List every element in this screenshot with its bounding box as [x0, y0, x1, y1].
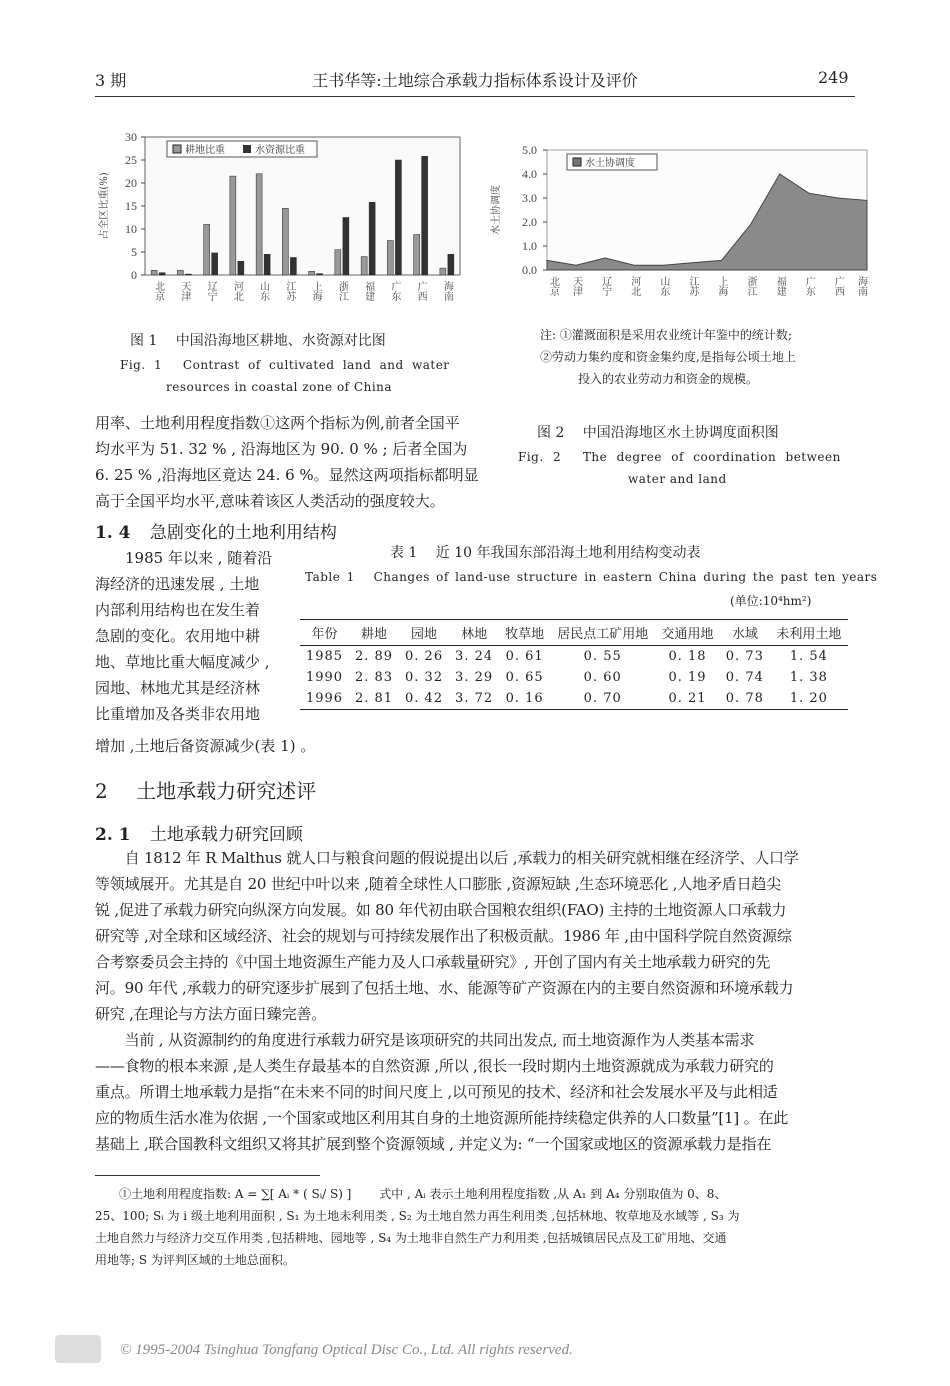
- x-tick-label: 北京: [547, 276, 559, 296]
- text-line: 急剧的变化。农用地中耕: [95, 627, 261, 645]
- figure-2-note-2: ②劳动力集约度和资金集约度,是指每公顷土地上: [540, 350, 796, 364]
- y-tick-label: 0.0: [522, 263, 537, 277]
- table-header-cell: 水域: [720, 620, 770, 646]
- table-cell: 0. 42: [399, 688, 449, 710]
- bar: [151, 270, 157, 275]
- table-cell: 0. 18: [668, 649, 707, 664]
- bar: [212, 253, 218, 275]
- x-tick-label: 浙江: [745, 276, 757, 296]
- x-tick-label: 广东: [388, 281, 400, 301]
- y-axis-label: 水土协调度: [491, 185, 502, 235]
- x-tick-label: 广西: [832, 276, 844, 296]
- figure-1-caption-cn: 图 1 中国沿海地区耕地、水资源对比图: [130, 333, 386, 349]
- bar: [369, 202, 375, 275]
- text-line: 内部利用结构也在发生着: [95, 601, 261, 619]
- table-header-cell: 牧草地: [499, 620, 550, 646]
- x-tick-label: 海南: [441, 281, 453, 301]
- text-line: 用率、土地利用程度指数①这两个指标为例,前者全国平: [95, 414, 460, 432]
- x-tick-label: 河北: [231, 281, 243, 301]
- text-line: 研究 ,在理论与方法方面日臻完善。: [95, 1005, 327, 1023]
- table-cell: 3. 72: [449, 688, 499, 710]
- table-cell: 2. 83: [354, 670, 394, 685]
- table-header-cell: 年份: [300, 620, 349, 646]
- section-1-4-text: [95, 545, 295, 727]
- x-tick-label: 山东: [257, 281, 269, 301]
- left-paragraph: [95, 410, 515, 514]
- table-row: [300, 688, 848, 710]
- paragraph-2-2: [95, 1027, 865, 1157]
- table-cell: 0. 55: [583, 649, 622, 664]
- text-line: 重点。所谓土地承载力是指“在未来不同的时间尺度上 ,以可预见的技术、经济和社会发展水平及与此相适: [95, 1083, 778, 1101]
- section-1-4-last-line: 增加 ,土地后备资源减少(表 1) 。: [95, 737, 316, 755]
- legend: [567, 154, 657, 170]
- y-tick-label: 5.0: [522, 143, 537, 157]
- text-line: ①土地利用程度指数: A = ∑[ Aᵢ * ( Sᵢ/ S) ] 式中 , Aᵢ 表示土地利用程度指数 ,从 A₁ 到 A₄ 分别取值为 0、8、: [95, 1187, 727, 1201]
- x-tick-label: 海南: [855, 276, 867, 296]
- y-tick-label: 3.0: [522, 191, 537, 205]
- text-line: 等领域展开。尤其是自 20 世纪中叶以来 ,随着全球性人口膨胀 ,资源短缺 ,生态环境恶化 ,人地矛盾日趋尖: [95, 875, 781, 893]
- text-line: 均水平为 51. 32 % , 沿海地区为 90. 0 % ; 后者全国为: [95, 440, 468, 458]
- figure-2-chart: [485, 130, 875, 320]
- section-number: 1. 4: [95, 523, 131, 543]
- table-1-title-en: Table 1 Changes of land-use structure in eastern China during the past ten years: [305, 570, 878, 584]
- text-line: 6. 25 % ,沿海地区竟达 24. 6 %。显然这两项指标都明显: [95, 466, 479, 484]
- table-row: [300, 667, 848, 688]
- section-1-4-heading: [95, 518, 337, 543]
- text-line: 河。90 年代 ,承载力的研究逐步扩展到了包括土地、水、能源等矿产资源在内的主要自然资源和环境承载力: [95, 979, 794, 997]
- x-tick-label: 北京: [152, 281, 164, 301]
- figure-2-plot: [489, 143, 868, 297]
- table-cell: 1996: [300, 688, 349, 710]
- legend-label: 耕地比重: [185, 145, 225, 156]
- legend-swatch: [573, 158, 581, 166]
- bar: [422, 156, 428, 275]
- bar: [282, 208, 288, 275]
- x-tick-label: 辽宁: [205, 281, 217, 301]
- x-tick-label: 山东: [657, 276, 669, 296]
- y-tick-label: 10: [125, 222, 137, 236]
- bar: [177, 270, 183, 275]
- table-cell: 1990: [305, 670, 344, 685]
- bar: [395, 160, 401, 275]
- x-tick-label: 江苏: [686, 276, 698, 296]
- bar: [448, 254, 454, 275]
- table-1: [300, 619, 848, 710]
- table-header-cell: 林地: [449, 620, 499, 646]
- text-line: 海经济的迅速发展 , 土地: [95, 575, 260, 593]
- table-header-row: [300, 620, 848, 646]
- y-tick-label: 30: [125, 130, 137, 144]
- text-line: 锐 ,促进了承载力研究向纵深方向发展。如 80 年代初由联合国粮农组织(FAO) 主持的土地资源人口承载力: [95, 901, 787, 919]
- x-tick-label: 浙江: [336, 281, 348, 301]
- section-title: 土地承载力研究回顾: [149, 825, 303, 845]
- text-line: 研究等 ,对全球和区域经济、社会的规划与可持续发展作出了积极贡献。1986 年 ,由中国科学院自然资源综: [95, 927, 792, 945]
- section-title: 土地承载力研究述评: [136, 779, 317, 803]
- issue-number: 3 期: [95, 71, 127, 90]
- table-header-cell: 居民点工矿用地: [550, 620, 655, 646]
- x-tick-label: 河北: [628, 276, 640, 296]
- table-header-cell: 耕地: [349, 620, 399, 646]
- table-cell: 2. 81: [349, 688, 399, 710]
- text-line: 比重增加及各类非农用地: [95, 705, 261, 723]
- y-tick-label: 5: [131, 245, 137, 259]
- text-line: 应的物质生活水准为依据 ,一个国家或地区利用其自身的土地资源所能持续稳定供养的人口数量”[1] 。在此: [95, 1109, 789, 1127]
- bar: [264, 254, 270, 275]
- header-rule: [95, 96, 855, 97]
- x-tick-label: 辽宁: [599, 276, 611, 296]
- running-title: 王书华等:土地综合承载力指标体系设计及评价: [312, 71, 638, 90]
- bar: [335, 250, 341, 275]
- text-line: ——食物的根本来源 ,是人类生存最基本的自然资源 ,所以 ,很长一段时期内土地资源就成为承载力研究的: [95, 1057, 774, 1075]
- footnote-rule: [95, 1175, 320, 1176]
- figure-1-plot: [97, 130, 460, 302]
- x-tick-label: 江苏: [283, 281, 295, 301]
- y-tick-label: 25: [125, 153, 137, 167]
- x-tick-label: 广西: [415, 281, 427, 301]
- legend-label: 水资源比重: [255, 145, 305, 156]
- bar: [309, 271, 315, 275]
- bar: [185, 274, 191, 275]
- table-1-unit: (单位:10⁴hm²): [730, 594, 812, 608]
- text-line: 园地、林地尤其是经济林: [95, 679, 261, 697]
- legend: [167, 141, 317, 157]
- text-line: 合考察委员会主持的《中国土地资源生产能力及人口承载量研究》, 开创了国内有关土地承载力研究的先: [95, 953, 771, 971]
- y-tick-label: 0: [131, 268, 137, 282]
- section-number: 2. 1: [95, 825, 131, 845]
- table-cell: 0. 74: [725, 670, 764, 685]
- section-title: 急剧变化的土地利用结构: [149, 523, 337, 543]
- legend-swatch: [173, 145, 181, 153]
- y-tick-label: 2.0: [522, 215, 537, 229]
- table-header-cell: 未利用土地: [770, 620, 848, 646]
- table-cell: 1. 38: [789, 670, 828, 685]
- table-row: [300, 646, 848, 668]
- table-cell: 0. 70: [550, 688, 655, 710]
- plot-frame: [145, 137, 460, 275]
- table-header-cell: 园地: [399, 620, 449, 646]
- bar: [387, 241, 393, 276]
- table-header-cell: 交通用地: [655, 620, 720, 646]
- table-cell: 0. 16: [499, 688, 550, 710]
- x-tick-label: 天津: [178, 281, 190, 301]
- figure-1-chart: [95, 125, 475, 320]
- bar: [238, 261, 244, 275]
- x-tick-label: 天津: [570, 276, 582, 296]
- table-cell: 0. 19: [668, 670, 707, 685]
- text-line: 高于全国平均水平,意味着该区人类活动的强度较大。: [95, 492, 445, 510]
- y-axis-label: 占全区比重(%): [99, 172, 110, 240]
- figure-2-note-3: 投入的农业劳动力和资金的规模。: [578, 372, 759, 386]
- table-cell: 1. 54: [789, 649, 828, 664]
- page-number: 249: [818, 68, 849, 87]
- bar: [290, 258, 296, 275]
- footnote: [95, 1183, 865, 1271]
- bar: [204, 224, 210, 275]
- bar: [414, 235, 420, 275]
- figure-1-caption-en-1: Fig. 1 Contrast of cultivated land and water: [120, 358, 450, 372]
- table-cell: 3. 29: [455, 670, 494, 685]
- publisher-logo: [55, 1335, 101, 1363]
- table-cell: 0. 78: [720, 688, 770, 710]
- text-line: 地、草地比重大幅度减少 ,: [95, 653, 270, 671]
- legend-label: 水土协调度: [585, 158, 635, 169]
- table-cell: 0. 32: [405, 670, 444, 685]
- x-tick-label: 上海: [310, 281, 322, 301]
- section-number: 2: [95, 779, 108, 803]
- bar: [159, 273, 165, 275]
- bar: [230, 176, 236, 275]
- bar: [343, 218, 349, 276]
- figure-1-caption-en-2: resources in coastal zone of China: [166, 380, 393, 394]
- text-line: 土地自然力与经济力交互作用类 ,包括耕地、园地等 , S₄ 为土地非自然生产力利用类 ,包括城镇居民点及工矿用地、交通: [95, 1231, 727, 1245]
- table-1-title-cn: 表 1 近 10 年我国东部沿海土地利用结构变动表: [390, 545, 701, 561]
- text-line: 当前 , 从资源制约的角度进行承载力研究是该项研究的共同出发点, 而土地资源作为人类基本需求: [95, 1031, 755, 1049]
- x-tick-label: 广东: [803, 276, 815, 296]
- bar: [440, 268, 446, 275]
- legend-swatch: [243, 145, 251, 153]
- y-tick-label: 4.0: [522, 167, 537, 181]
- x-tick-label: 福建: [774, 276, 786, 296]
- y-tick-label: 15: [125, 199, 137, 213]
- text-line: 25、100; Sᵢ 为 i 级土地利用面积 , S₁ 为土地未利用类 , S₂ 为土地自然力再生利用类 ,包括林地、牧草地及水域等 , S₃ 为: [95, 1209, 740, 1223]
- table-cell: 0. 21: [655, 688, 720, 710]
- figure-2-caption-en-2: water and land: [628, 472, 727, 486]
- paragraph-2-1: [95, 845, 865, 1027]
- table-cell: 2. 89: [354, 649, 394, 664]
- figure-2-caption-cn: 图 2 中国沿海地区水土协调度面积图: [537, 425, 779, 441]
- table-cell: 3. 24: [455, 649, 494, 664]
- table-cell: 0. 73: [725, 649, 764, 664]
- x-tick-label: 福建: [362, 281, 374, 301]
- bar: [317, 274, 323, 275]
- text-line: 用地等; S 为评判区域的土地总面积。: [95, 1253, 295, 1267]
- figure-2-note-1: 注: ①灌溉面积是采用农业统计年鉴中的统计数;: [540, 328, 792, 342]
- table-cell: 1985: [305, 649, 344, 664]
- section-2-1-heading: [95, 820, 303, 845]
- y-tick-label: 1.0: [522, 239, 537, 253]
- table-cell: 1. 20: [770, 688, 848, 710]
- copyright-notice: © 1995-2004 Tsinghua Tongfang Optical Disc Co., Ltd. All rights reserved.: [120, 1342, 573, 1358]
- x-tick-label: 上海: [716, 276, 728, 296]
- text-line: 基础上 ,联合国教科文组织又将其扩展到整个资源领域 , 并定义为: “一个国家或地区的资源承载力是指在: [95, 1135, 772, 1153]
- figure-2-caption-en-1: Fig. 2 The degree of coordination between: [518, 450, 841, 464]
- text-line: 1985 年以来 , 随着沿: [125, 549, 273, 567]
- section-2-heading: [95, 775, 316, 804]
- bar: [256, 174, 262, 275]
- text-line: 自 1812 年 R Malthus 就人口与粮食问题的假说提出以后 ,承载力的相关研究就相继在经济学、人口学: [95, 849, 799, 867]
- table-cell: 0. 65: [505, 670, 544, 685]
- table-cell: 0. 61: [505, 649, 544, 664]
- table-cell: 0. 26: [405, 649, 444, 664]
- y-tick-label: 20: [125, 176, 137, 190]
- bar: [361, 257, 367, 275]
- table-cell: 0. 60: [583, 670, 622, 685]
